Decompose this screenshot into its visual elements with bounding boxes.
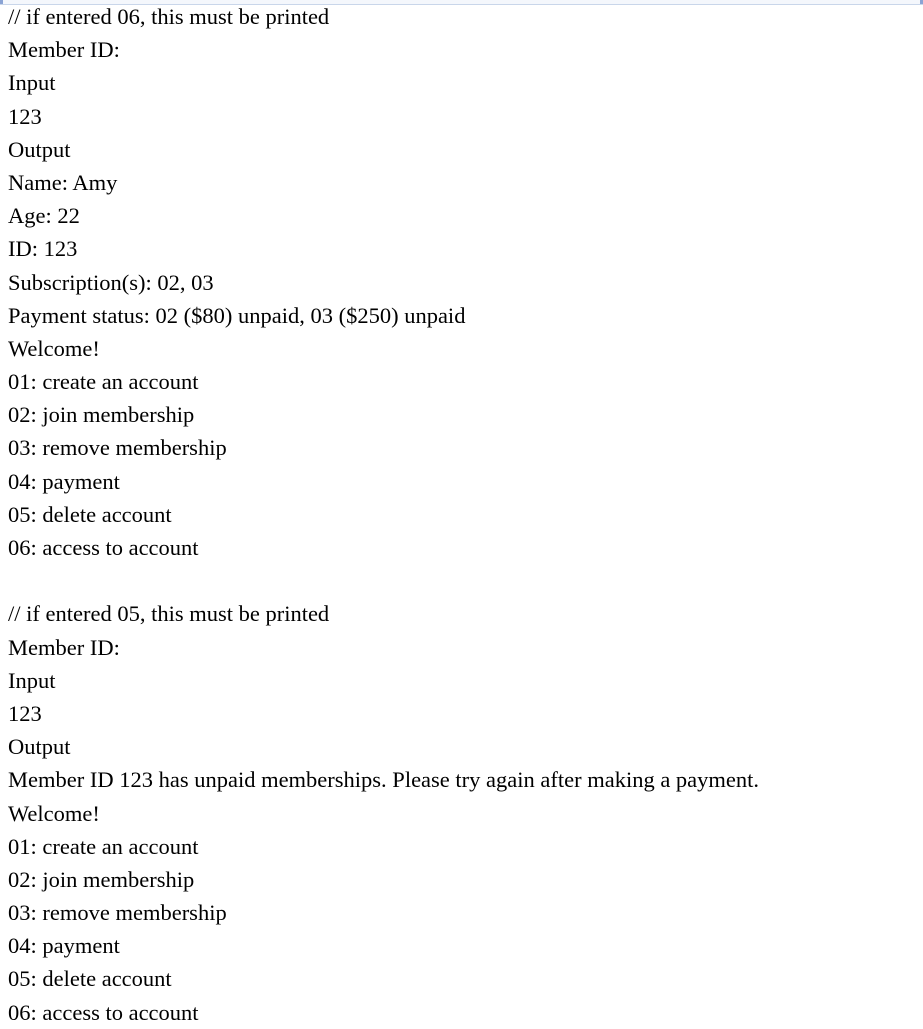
- section-entered-05: [8, 597, 915, 1028]
- menu-list: [8, 830, 915, 1029]
- output-label: Output: [8, 136, 71, 162]
- menu-item: 06: access to account: [8, 999, 199, 1025]
- document-body: [8, 0, 915, 1029]
- menu-item: 05: delete account: [8, 966, 172, 992]
- section-comment: // if entered 05, this must be printed: [8, 601, 330, 627]
- output-line-subscriptions: Subscription(s): 02, 03: [8, 269, 214, 295]
- input-label: Input: [8, 70, 56, 96]
- output-line-id: ID: 123: [8, 236, 78, 262]
- menu-item: 03: remove membership: [8, 435, 227, 461]
- welcome-text: Welcome!: [8, 800, 100, 826]
- output-line-name: Name: Amy: [8, 169, 118, 195]
- section-comment: // if entered 06, this must be printed: [8, 4, 330, 29]
- menu-item: 02: join membership: [8, 866, 195, 892]
- menu-item: 06: access to account: [8, 535, 199, 560]
- menu-item: 01: create an account: [8, 833, 199, 859]
- menu-item: 02: join membership: [8, 402, 195, 428]
- output-message: Member ID 123 has unpaid memberships. Please try again after making a payment.: [8, 767, 760, 793]
- member-id-label: Member ID:: [8, 634, 120, 660]
- section-entered-06: [8, 0, 915, 564]
- menu-item: 04: payment: [8, 933, 120, 959]
- output-line-age: Age: 22: [8, 203, 80, 229]
- menu-item: 03: remove membership: [8, 900, 227, 926]
- welcome-text: Welcome!: [8, 335, 100, 361]
- input-value: 123: [8, 103, 42, 129]
- input-label: Input: [8, 667, 56, 693]
- blank-line-separator: [8, 564, 915, 597]
- menu-item: 04: payment: [8, 468, 120, 494]
- input-value: 123: [8, 700, 42, 726]
- menu-list: [8, 365, 915, 564]
- menu-item: 01: create an account: [8, 369, 199, 395]
- member-id-label: Member ID:: [8, 37, 120, 63]
- frame-corner-left: [0, 0, 3, 4]
- output-line-payment-status: Payment status: 02 ($80) unpaid, 03 ($250) unpaid: [8, 302, 466, 328]
- output-label: Output: [8, 734, 71, 760]
- menu-item: 05: delete account: [8, 501, 172, 527]
